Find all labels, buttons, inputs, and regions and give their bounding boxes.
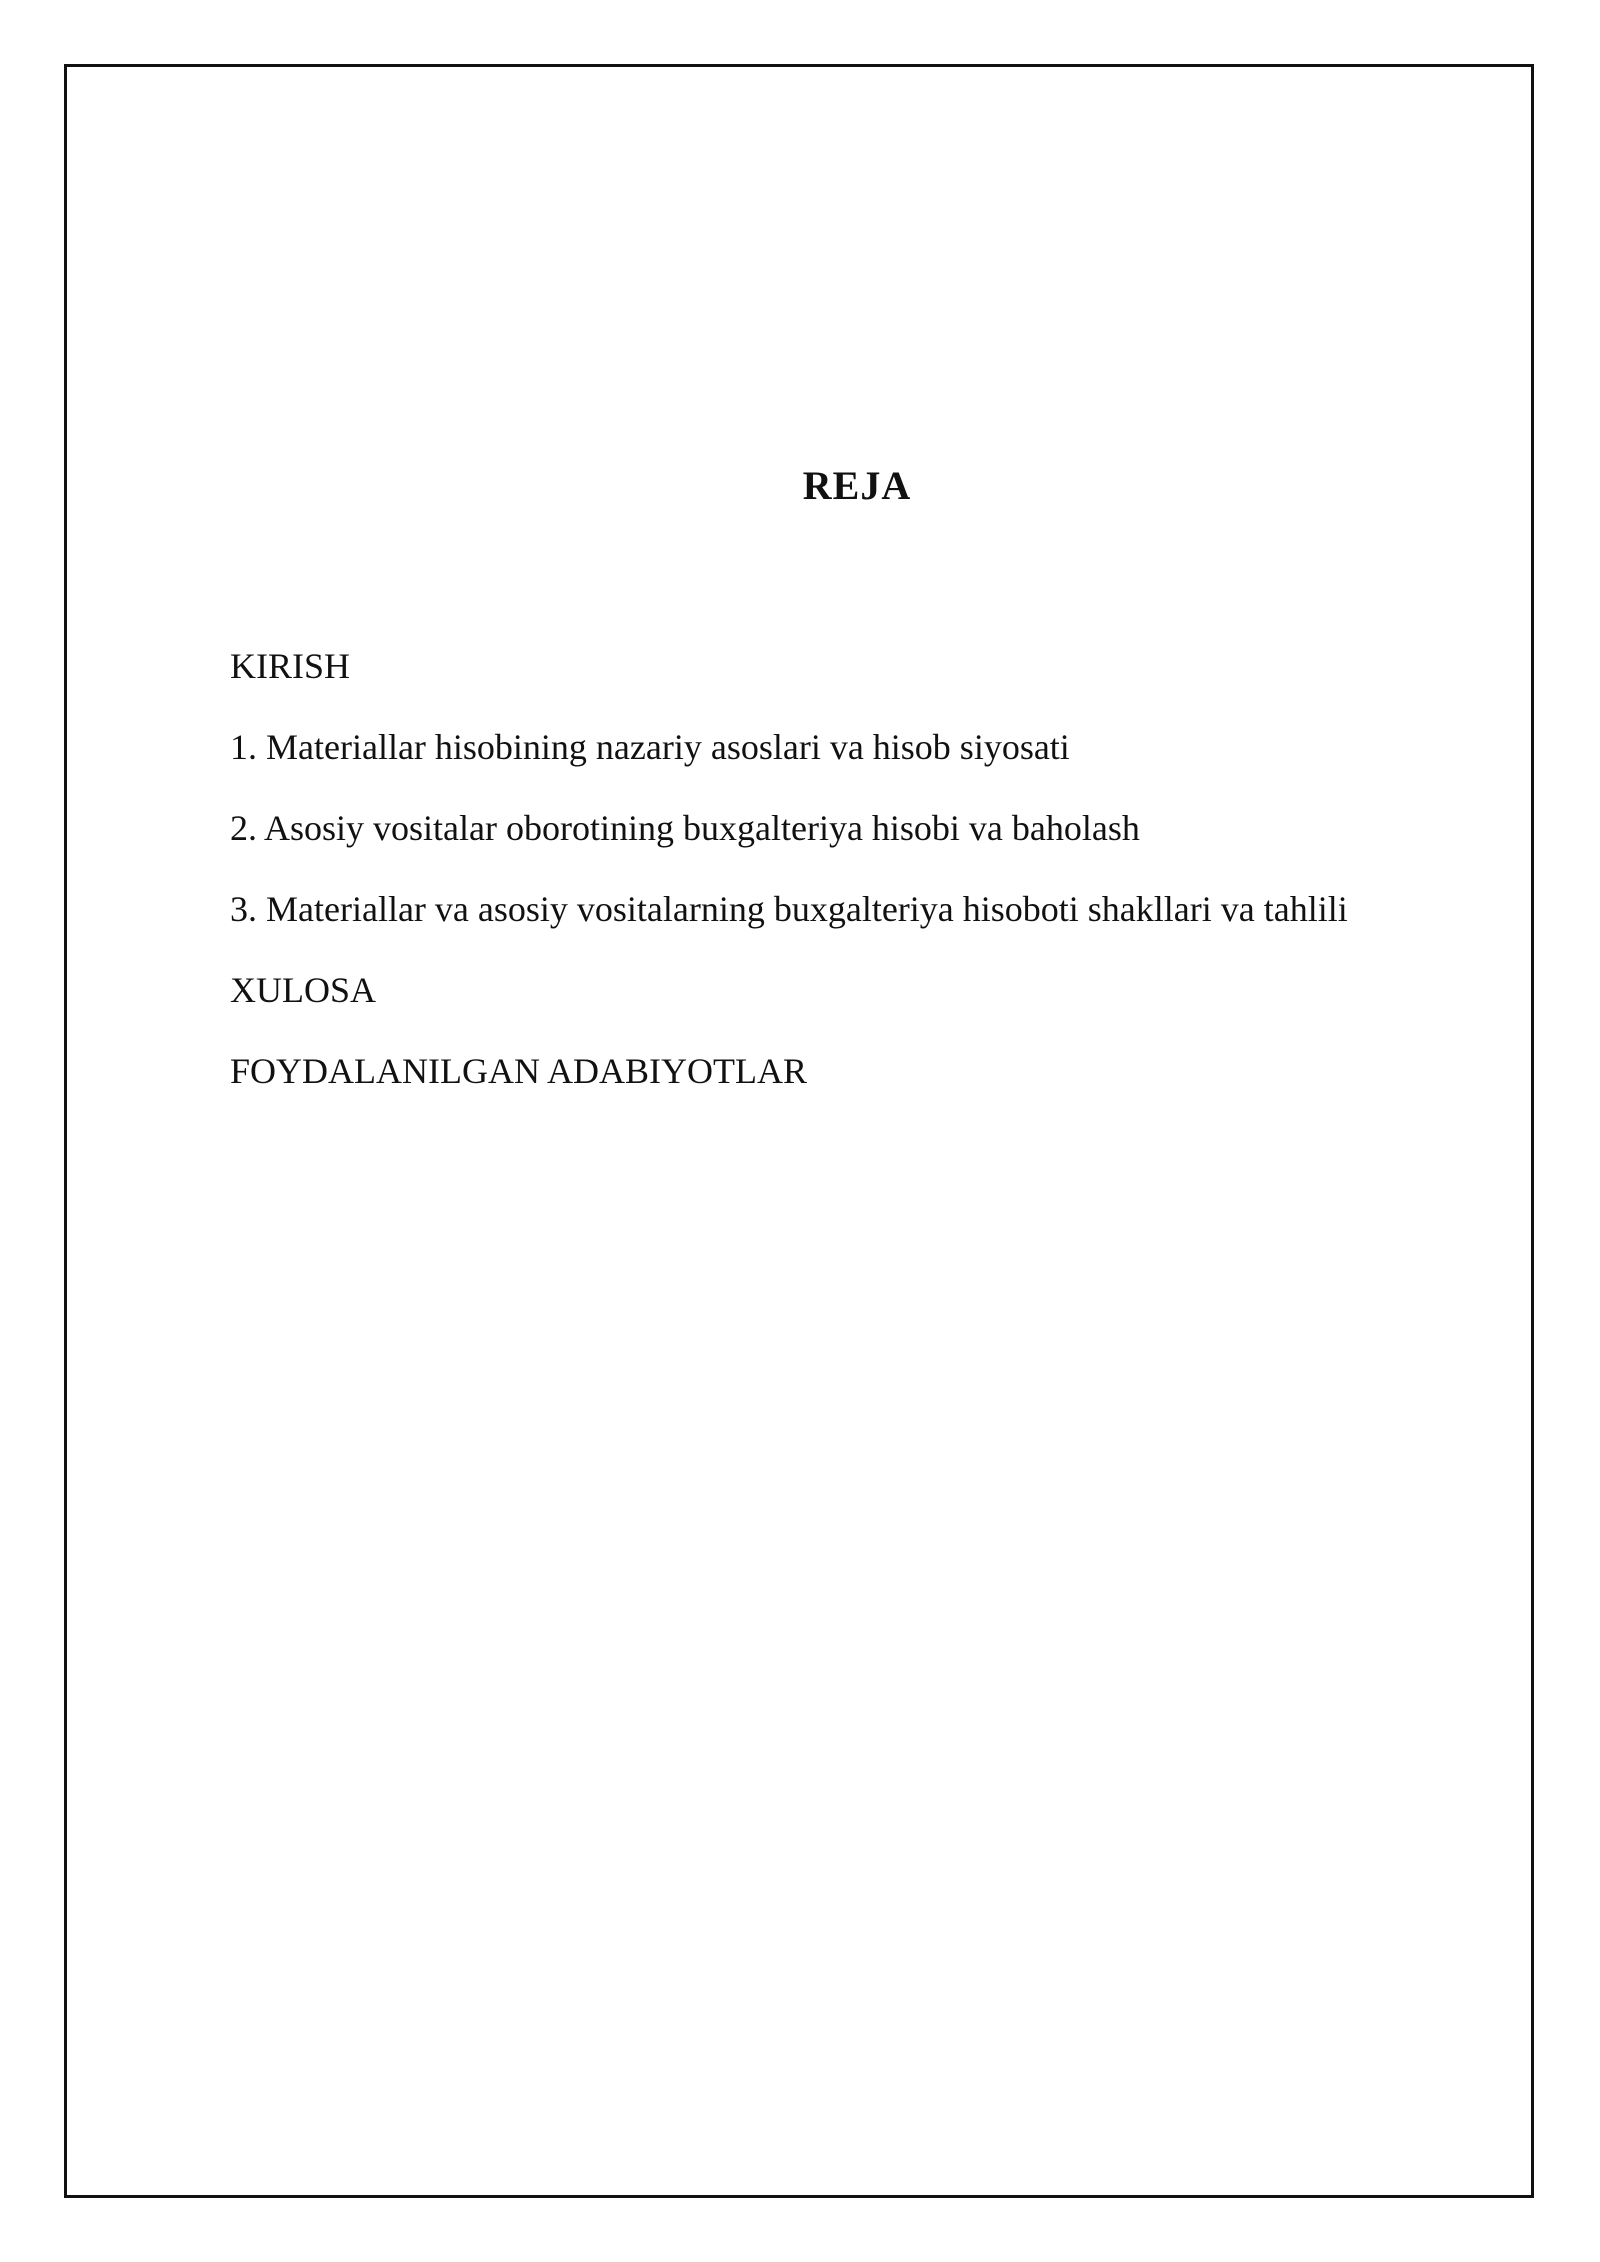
toc-item-introduction: KIRISH — [230, 646, 351, 686]
page-title: REJA — [802, 463, 912, 508]
toc-item-1: 1. Materiallar hisobining nazariy asoslari va hisob siyosati — [230, 727, 1070, 767]
page-border — [64, 64, 1534, 2198]
toc-item-2: 2. Asosiy vositalar oborotining buxgalteriya hisobi va baholash — [230, 808, 1140, 848]
toc-item-3: 3. Materiallar va asosiy vositalarning buxgalteriya hisoboti shakllari va tahlili — [230, 889, 1348, 929]
table-of-contents — [230, 642, 1348, 1128]
toc-item-references: FOYDALANILGAN ADABIYOTLAR — [230, 1051, 807, 1091]
toc-item-conclusion: XULOSA — [230, 970, 377, 1010]
